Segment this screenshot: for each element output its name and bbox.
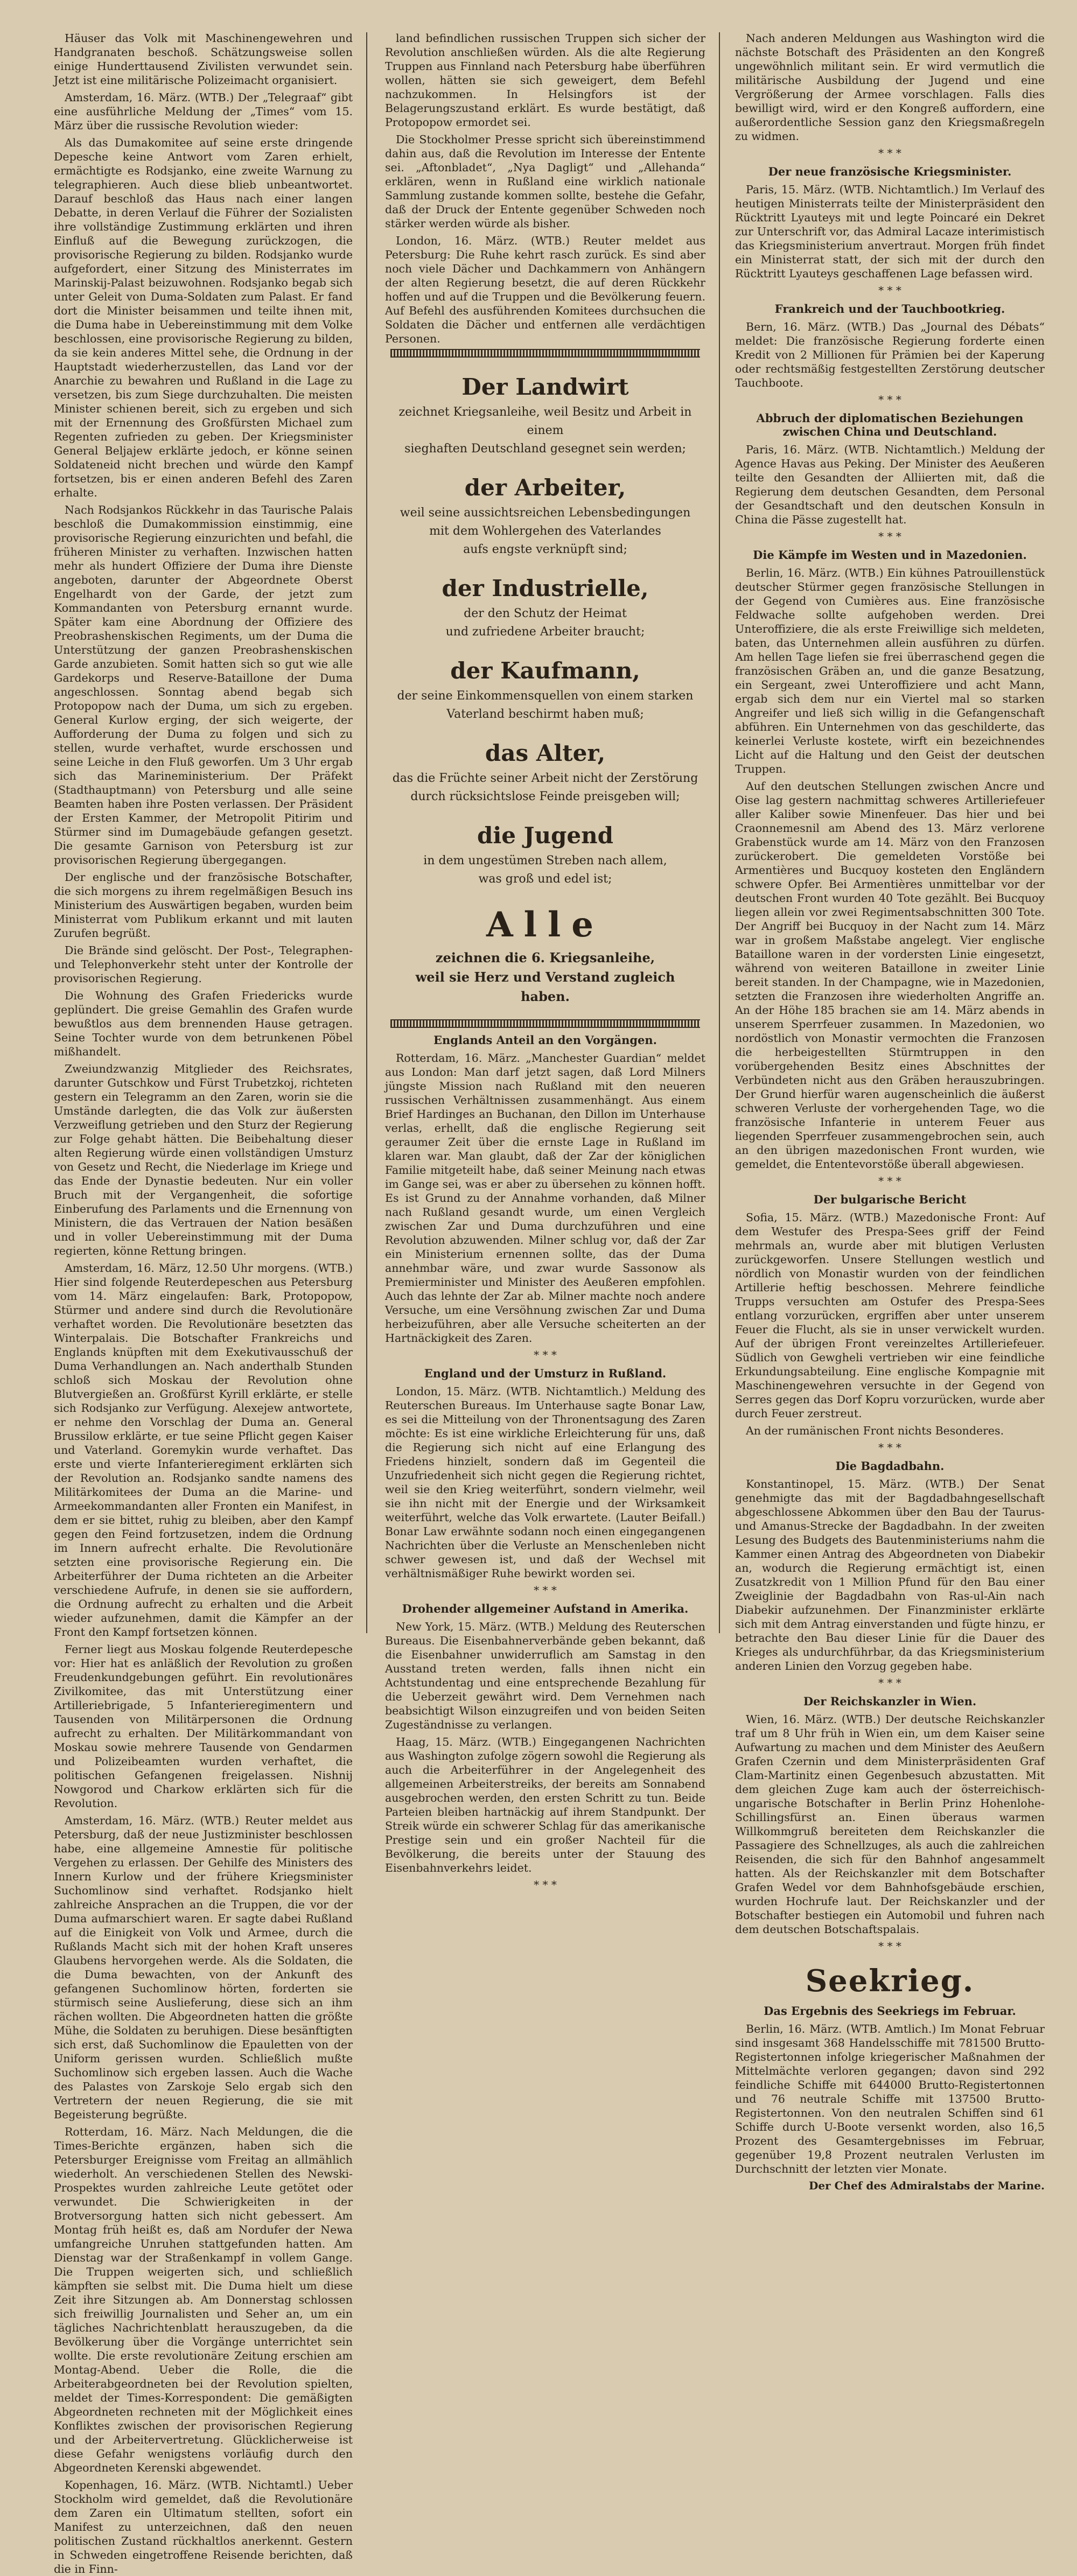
article-paragraph: London, 16. März. (WTB.) Reuter meldet aus Petersburg: Die Ruhe kehrt rasch zurück. Es sind aber noch viele Dächer und Dachkammern von Anhängern der alten Regierung besetzt, die auf deren Rückkehr hoffen und auf die Truppen und die Bevölkerung feuern. Auf Befehl des ausführenden Komitees durchsuchen die Soldaten die Dächer und entfernen alle verdächtigen Personen. [385,234,705,345]
ad-heading: das Alter, [485,740,606,766]
separator: * * * [878,1441,901,1454]
article-paragraph: Als das Dumakomitee auf seine erste dringende Depesche keine Antwort vom Zaren erhielt, ermächtigte es Rodsjanko, eine zweite Warnung zu telegraphieren. Auch diese blieb unbeantwortet. Darauf beschloß das Haus nach einer langen Debatte, in deren Verlauf die Führer der Sozialisten ihre vollständige Zustimmung erklärten und ihren Einfluß auf die Bewegung zurückzogen, die provisorische Regierung zu bilden. Rodsjanko wurde aufgefordert, einer Sitzung des Ministerrates im Marinskij-Palast beizuwohnen. Rodsjanko begab sich unter Geleit von Duma-Soldaten zum Palast. Er fand dort die Minister beisammen und teilte ihnen mit, die Duma habe in Uebereinstimmung mit dem Volke beschlossen, eine provisorische Regierung zu bilden, da sie kein anderes Mittel sehe, die Ordnung in der Hauptstadt wiederherzustellen, das Land vor der Anarchie zu bewahren und Rußland in die Lage zu versetzen, bis zum Siege durchzuhalten. Die meisten Minister schienen bereit, sich zu ergeben und sich mit der Ernennung des Großfürsten Michael zum Regenten zufrieden zu geben. Der Kriegsminister General Beljajew erklärte jedoch, er könne seinen Soldateneid nicht brechen und würde den Kampf fortsetzen, bis er einen anderen Befehl des Zaren erhalte. [54,136,353,499]
section-title: Seekrieg. [805,1963,975,1999]
signature: Der Chef des Admiralstabs der Marine. [809,2179,1045,2192]
middle-column [385,31,705,1891]
separator: * * * [878,1174,901,1187]
article-paragraph: An der rumänischen Front nichts Besonderes. [746,1424,1004,1437]
article-paragraph: Nach Rodsjankos Rückkehr in das Taurische Palais beschloß die Dumakommission einstimmig, eine provisorische Regierung einzurichten und befahl, die früheren Minister zu verhaften. Inzwischen hatten mehr als hundert Offiziere der Duma ihre Dienste angeboten, darunter der Abgeordnete Oberst Engelhardt von der Garde, der jetzt zum Kommandanten von Petersburg ernannt wurde. Später kam eine Abordnung der Offiziere des Preobrashenskischen Regiments, um der Duma die Unterstützung der ganzen Preobrashenskischen Garde anzubieten. Somit hatten sich so gut wie alle Gardekorps und Reserve-Bataillone der Duma angeschlossen. Sonntag abend begab sich Protopopow nach der Duma, um sich zu ergeben. General Kurlow erging, der sich weigerte, der Aufforderung der Duma zu folgen und sich zu stellen, wurde verhaftet, wurde erschossen und seine Leiche in den Fluß geworfen. Um 3 Uhr ergab sich das Marineministerium. Der Präfekt (Stadthauptmann) von Petersburg und alle seine Beamten haben ihre Posten verlassen. Der Präsident der Ersten Kammer, der Metropolit Pitirim und Stürmer sind im Dumagebäude gefangen gesetzt. Die gesamte Garnison von Petersburg ist zur provisorischen Regierung übergegangen. [54,503,353,866]
article-paragraph: Die Wohnung des Grafen Friedericks wurde geplündert. Die greise Gemahlin des Grafen wurde bewußtlos aus dem brennenden Hause getragen. Seine Tochter wurde von dem betrunkenen Pöbel mißhandelt. [54,989,353,1058]
article-title: Der neue französische Kriegsminister. [768,165,1012,178]
column-rule [719,32,720,1633]
separator: * * * [878,1676,901,1689]
article-paragraph: Kopenhagen, 16. März. (WTB. Nichtamtl.) Ueber Stockholm wird gemeldet, daß die Revolutionäre dem Zaren ein Ultimatum stellten, sofort ein Manifest zu unterzeichnen, daß den neuen politischen Zustand rückhaltlos anerkennt. Gestern in Schweden eingetroffene Reisende berichten, daß die in Finn- [54,2479,353,2575]
ad-final-word: Alle [486,905,604,945]
ad-line: mit dem Wohlergehen des Vaterlandes [429,524,661,538]
article-paragraph: Berlin, 16. März. (WTB. Amtlich.) Im Monat Februar sind insgesamt 368 Handelsschiffe mit 781500 Brutto-Registertonnen infolge kriegerischer Maßnahmen der Mittelmächte verloren gegangen; davon sind 292 feindliche Schiffe mit 644000 Brutto-Registertonnen und 76 neutrale Schiffe mit 137500 Brutto-Registertonnen. Von den neutralen Schiffen sind 61 Schiffe durch U-Boote versenkt worden, also 16,5 Prozent des Gesamtergebnisses im Februar, gegenüber 19,8 Prozent neutralen Verlusten im Durchschnitt der letzten vier Monate. [735,2022,1045,2175]
article-paragraph: Häuser das Volk mit Maschinengewehren und Handgranaten beschoß. Schätzungsweise sollen einige Hunderttausend Zivilisten verwundet sein. Jetzt ist eine militärische Polizeimacht organisiert. [54,32,353,87]
article-title: Der bulgarische Bericht [813,1193,967,1206]
ad-heading: die Jugend [477,822,614,849]
ad-line: aufs engste verknüpft sind; [463,543,627,556]
article-paragraph: Die Brände sind gelöscht. Der Post-, Telegraphen- und Telephonverkehr steht unter der Kontrolle der provisorischen Regierung. [54,944,353,985]
ad-line: Vaterland beschirmt haben muß; [446,708,644,721]
separator: * * * [878,284,901,297]
ad-line: der seine Einkommensquellen von einem starken [397,689,694,703]
article-paragraph: Wien, 16. März. (WTB.) Der deutsche Reichskanzler traf um 8 Uhr früh in Wien ein, um dem Kaiser seine Aufwartung zu machen und dem Minister des Aeußern Grafen Czernin und dem Ministerpräsidenten Graf Clam-Martinitz einen Gegenbesuch abzustatten. Mit dem gleichen Zuge kam auch der österreichisch-ungarische Botschafter in Berlin Prinz Hohenlohe-Schillingsfürst an. Einen überaus warmen Willkommgruß bereiteten dem Reichskanzler die Passagiere des Schnellzuges, als auch die zahlreichen Reisenden, die sich für den Bahnhof angesammelt hatten. Als der Reichskanzler mit dem Botschafter Grafen Wedel vor dem Bahnhofsgebäude erschien, wurden Hochrufe laut. Der Reichskanzler und der Botschafter bestiegen ein Automobil und fuhren nach dem deutschen Botschaftspalais. [735,1713,1045,1936]
article-paragraph: Sofia, 15. März. (WTB.) Mazedonische Front: Auf dem Westufer des Prespa-Sees griff der Feind mehrmals an, wurde aber mit blutigen Verlusten zurückgeworfen. Unsere Stellungen westlich und nördlich von Monastir wurden von der feindlichen Artillerie heftig beschossen. Mehrere feindliche Trupps versuchten am Ostufer des Prespa-Sees entlang vorzurücken, ergriffen aber unter unserem Feuer die Flucht, als sie in unser verwickelt wurden. Auf der übrigen Front vereinzeltes Artilleriefeuer. Südlich von Gewgheli vertrieben wir eine feindliche Erkundungsabteilung. Eine englische Kompagnie mit Maschinengewehren versuchte in der Gegend von Serres gegen das Dorf Kopru vorzurücken, wurde aber durch Feuer zerstreut. [735,1211,1045,1420]
article-paragraph: London, 15. März. (WTB. Nichtamtlich.) Meldung des Reuterschen Bureaus. Im Unterhause sagte Bonar Law, es sei die Mitteilung von der Thronentsagung des Zaren möchte: Es ist eine wirkliche Erleichterung für uns, daß die Regierung sich nicht auf eine Erlangung des Friedens hinzielt, sondern daß im Gegenteil die Unzufriedenheit sich nicht gegen die Regierung richtet, weil sie den Krieg weiterführt, sondern vielmehr, weil sie ihn nicht mit der Energie und der Wirksamkeit weiterführt, welche das Volk erwartete. (Lauter Beifall.) Bonar Law erwähnte sodann noch einen eingegangenen Nachrichten über die Verluste an Menschenleben nicht schwer gewesen ist, und daß der Wechsel mit verhältnismäßiger Ruhe bewirkt worden sei. [385,1385,705,1580]
article-paragraph: Haag, 15. März. (WTB.) Eingegangenen Nachrichten aus Washington zufolge zögern sowohl die Regierung als auch die Arbeiterführer in der Angelegenheit des allgemeinen Arbeiterstreiks, der bereits am Sonnabend ausgebrochen werden, den ersten Schritt zu tun. Beide Parteien bleiben hartnäckig auf ihrem Standpunkt. Der Streik würde ein schwerer Schlag für das amerikanische Prestige sein und ein großer Nachteil für die Bevölkerung, die bereits unter der Stauung des Eisenbahnverkehrs leidet. [385,1735,705,1874]
ad-heading: der Arbeiter, [464,474,626,501]
article-paragraph: Paris, 15. März. (WTB. Nichtamtlich.) Im Verlauf des heutigen Ministerrats teilte der Ministerpräsident den Rücktritt Lyauteys mit und legte Poincaré ein Dekret zur Unterschrift vor, das Admiral Lacaze interimistisch das Kriegsministerium anvertraut. Morgen früh findet ein Ministerrat statt, der sich mit der durch den Rücktritt Lyauteys geschaffenen Lage befassen wird. [735,183,1045,280]
article-paragraph: Amsterdam, 16. März. (WTB.) Reuter meldet aus Petersburg, daß der neue Justizminister beschlossen habe, eine allgemeine Amnestie für politische Vergehen zu erlassen. Der Gehilfe des Ministers des Innern Kurlow und der frühere Kriegsminister Suchomlinow sind verhaftet. Rodsjanko hielt zahlreiche Ansprachen an die Truppen, die vor der Duma aufmarschiert waren. Er sagte dabei Rußland auf die Einigkeit von Volk und Armee, durch die Rußlands Macht sich mit der hohen Kraft unseres Glaubens hervorgehen werde. Als die Soldaten, die die Duma bewachten, von der Ankunft des gefangenen Suchomlinow hörten, forderten sie stürmisch seine Auslieferung, diese sich an ihm rächen wollten. Die Abgeordneten hatten die größte Mühe, die Soldaten zu beruhigen. Diese besänftigten sich erst, daß Suchomlinow die Epauletten von der Uniform gerissen wurden. Schließlich mußte Suchomlinow sich ergeben lassen. Auch die Wache des Palastes von Zarskoje Selo ergab sich den Vertretern der neuen Regierung, die sie mit Begeisterung begrüßte. [54,1814,353,2121]
ad-line: durch rücksichtslose Feinde preisgeben will; [410,790,680,803]
ad-line: zeichnet Kriegsanleihe, weil Besitz und Arbeit in einem [398,405,692,437]
article-paragraph: Bern, 16. März. (WTB.) Das „Journal des Débats“ meldet: Die französische Regierung forderte einen Kredit von 2 Millionen für Prämien bei der Kaperung oder rechtsmäßig festgestellten Zerstörung deutscher Tauchboote. [735,320,1045,389]
article-paragraph: Ferner liegt aus Moskau folgende Reuterdepesche vor: Hier hat es anläßlich der Revolution zu großen Freudenkundgebungen geführt. Ein revolutionäres Zivilkomitee, das mit Unterstützung einer Artilleriebrigade, 5 Infanterieregimentern und Tausenden von Militärpersonen die Ordnung aufrecht zu erhalten. Der Militärkommandant von Moskau sowie mehrere Tausende von Gendarmen und Polizeibeamten wurden verhaftet, die politischen Gefangenen freigelassen. Nishnij Nowgorod und Charkow erklärten sich für die Revolution. [54,1643,353,1810]
article-paragraph: Der englische und der französische Botschafter, die sich morgens zu ihrem regelmäßigen Besuch ins Ministerium des Auswärtigen begaben, wurden beim Ministerrat vom Publikum erkannt und mit lauten Zurufen begrüßt. [54,871,353,940]
ad-line: das die Früchte seiner Arbeit nicht der Zerstörung [392,772,698,785]
article-paragraph: Rotterdam, 16. März. Nach Meldungen, die die Times-Berichte ergänzen, haben sich die Petersburger Ereignisse vom Freitag an allmählich wiederholt. An verschiedenen Stellen des Newski-Prospektes wurden zahlreiche Leute getötet oder verwundet. Die Schwierigkeiten in der Brotversorgung hatten sich nicht gebessert. Am Montag früh heißt es, daß am Nordufer der Newa umfangreiche Unruhen stattgefunden hatten. Am Dienstag war der Straßenkampf in vollem Gange. Die Truppen weigerten sich, und schließlich kämpften sie selbst mit. Die Duma hielt um diese Zeit ihre Sitzungen ab. Am Donnerstag schlossen sich freiwillig Journalisten und Seher an, um ein tägliches Nachrichtenblatt herauszugeben, da die Bevölkerung über die Vorgänge unterrichtet sein wollte. Die erste revolutionäre Zeitung erschien am Montag-Abend. Ueber die Rolle, die die Arbeiterabgeordneten bei der Revolution spielten, meldet der Times-Korrespondent: Die gemäßigten Abgeordneten rechneten mit der Möglichkeit eines Konfliktes zwischen der provisorischen Regierung und der Arbeitervertretung. Glücklicherweise ist diese Gefahr wenigstens vorläufig durch den Abgeordneten Kerenski abgewendet. [54,2125,353,2474]
article-title: Der Reichskanzler in Wien. [803,1695,977,1708]
article-paragraph: New York, 15. März. (WTB.) Meldung des Reuterschen Bureaus. Die Eisenbahnerverbände geben bekannt, daß die Eisenbahner unwiderruflich am Samstag in den Ausstand treten werden, falls ihnen nicht ein Achtstundentag und eine entsprechende Bezahlung für die Ueberzeit gewährt wird. Dem Vernehmen nach beabsichtigt Wilson einzugreifen und von beiden Seiten Zugeständnisse zu verlangen. [385,1620,705,1731]
separator: * * * [878,393,901,406]
article-title: Das Ergebnis des Seekriegs im Februar. [764,2004,1016,2018]
ad-final-line: weil sie Herz und Verstand zugleich haben. [415,969,675,1004]
column-rule [366,32,367,1633]
ad-line: weil seine aussichtsreichen Lebensbedingungen [400,506,691,520]
ad-line: und zufriedene Arbeiter braucht; [445,625,645,639]
article-paragraph: Nach anderen Meldungen aus Washington wird die nächste Botschaft des Präsidenten an den Kongreß ungewöhnlich militant sein. Er wird vermutlich die militärische Ausbildung der Jugend und eine Vergrößerung der Armee vorschlagen. Falls dies bewilligt wird, wird er den Kongreß auffordern, eine außerordentliche Session ganz den Kriegsmaßregeln zu widmen. [735,32,1045,143]
ad-border-top [390,349,700,358]
ad-heading: Der Landwirt [461,374,629,400]
article-paragraph: land befindlichen russischen Truppen sich sicher der Revolution anschließen würden. Als die alte Regierung Truppen aus Finnland nach Petersburg habe überführen wollen, hätten sie sich geweigert, dem Befehl nachzukommen. In Helsingfors ist der Belagerungszustand erklärt. Es wurde bestätigt, daß Protopopow ermordet sei. [385,32,705,129]
article-title: Abbruch der diplomatischen Beziehungen zwischen China und Deutschland. [756,411,1024,438]
ad-heading: der Industrielle, [442,575,649,601]
left-column [54,31,353,2575]
separator: * * * [534,1584,557,1597]
ad-line: der den Schutz der Heimat [464,607,627,620]
article-title: Die Bagdadbahn. [835,1459,945,1473]
article-paragraph: Die Stockholmer Presse spricht sich übereinstimmend dahin aus, daß die Revolution im Interesse der Entente sei. „Aftonbladet“, „Nya Dagligt“ und „Allehanda“ erklären, wenn in Rußland eine wirklich nationale Sammlung zustande kommen sollte, bestehe die Gefahr, daß der Druck der Entente gegenüber Schweden noch stärker werden würde als bisher. [385,133,705,230]
article-paragraph: Rotterdam, 16. März. „Manchester Guardian“ meldet aus London: Man darf jetzt sagen, daß Lord Milners jüngste Mission nach Rußland mit den neueren russischen Verhältnissen zusammenhängt. Aus einem Brief Hardinges an Buchanan, den Dillon im Unterhause verlas, erhellt, daß die englische Regierung seit geraumer Zeit über die ernste Lage in Rußland im klaren war. Man glaubt, daß der Zar der königlichen Familie mitgeteilt habe, daß seiner Meinung nach etwas im Gange sei, was er aber zu übersehen zu können hofft. Es ist Grund zu der Annahme vorhanden, daß Milner nach Rußland gesandt wurde, um einen Vergleich zwischen Zar und Duma durchzuführen und eine Revolution abzuwenden. Milner schlug vor, daß der Zar ein Ministerium ernennen sollte, das der Duma annehmbar wäre, und zwar wurde Sassonow als Premierminister und Minister des Aeußeren empfohlen. Auch das lehnte der Zar ab. Milner machte noch andere Versuche, um eine Versöhnung zwischen Zar und Duma herbeizuführen, aber alle Versuche scheiterten an der Hartnäckigkeit des Zaren. [385,1052,705,1345]
war-bond-advertisement [385,374,705,1006]
article-paragraph: Paris, 16. März. (WTB. Nichtamtlich.) Meldung der Agence Havas aus Peking. Der Minister des Aeußeren teilte den Gesandten der Alliierten mit, daß die Regierung dem deutschen Gesandten, dem Personal der Gesandtschaft und den deutschen Konsuln in China die Pässe zugestellt hat. [735,443,1045,526]
article-title: Frankreich und der Tauchbootkrieg. [774,302,1005,316]
separator: * * * [878,146,901,159]
ad-heading: der Kaufmann, [450,657,640,684]
ad-final-line: zeichnen die 6. Kriegsanleihe, [435,950,655,965]
right-column [735,31,1045,2192]
article-paragraph: Auf den deutschen Stellungen zwischen Ancre und Oise lag gestern nachmittag schweres Artilleriefeuer aller Kaliber sowie Minenfeuer. Das hier und bei Craonnemesnil am Abend des 13. März verlorene Grabenstück wurde am 14. März von den Franzosen zurückerobert. Die gemeldeten Vorstöße bei Armentières und Bucquoy kosteten den Engländern schwere Opfer. Bei Armentières unmittelbar vor der deutschen Front wurden 40 Tote gezählt. Bei Bucquoy liegen allein vor zwei Regimentsabschnitten 300 Tote. Der Angriff bei Bucquoy in der Nacht zum 14. März war in großem Maßstabe angelegt. Vier englische Bataillone waren in der vordersten Linie eingesetzt, während von weiteren Bataillone in zweiter Linie bereit standen. In der Champagne, wie in Mazedonien, setzten die Franzosen ihre wiederholten Angriffe an. An der Höhe 185 brachen sie am 14. März abends in unserem Sperrfeuer zusammen. In Mazedonien, wo nordöstlich von Monastir vermochten die Franzosen die herbeigestellten Stürmtruppen in den vorübergehenden Besitz eines Abschnittes der Verbündeten nicht aus den Gräben herauszubringen. Der Grund hierfür waren augenscheinlich die äußerst schweren Verluste der vorhergehenden Tage, wo die französische Infanterie in unterem Feuer aus liegenden Sperrfeuer zusammengebrochen sein, auch an den übrigen mazedonischen Front wurden, wie gemeldet, die Ententevorstöße überall abgewiesen. [735,780,1045,1171]
article-paragraph: Konstantinopel, 15. März. (WTB.) Der Senat genehmigte das mit der Bagdadbahngesellschaft abgeschlossene Abkommen über den Bau der Taurus- und Amanus-Strecke der Bagdadbahn. In der zweiten Lesung des Budgets des Bautenministeriums nahm die Kammer einen Antrag des Abgeordneten von Diabekir an, wodurch die Regierung ermächtigt ist, einen Zusatzkredit von 1 Million Pfund für den Bau einer Zweiglinie der Bagdadbahn von Ras-ul-Ain nach Diabekir aufzunehmen. Der Finanzminister erklärte sich mit dem Antrag einverstanden und fügte hinzu, er betrachte den Bau dieser Linie für die Dauer des Krieges als undurchführbar, da das Kriegsministerium anderen Linien den Vorzug gegeben habe. [735,1478,1045,1672]
article-paragraph: Zweiundzwanzig Mitglieder des Reichsrates, darunter Gutschkow und Fürst Trubetzkoj, richteten gestern ein Telegramm an den Zaren, worin sie die Umstände darlegten, die das Volk zur äußersten Verzweiflung getrieben und den Sturz der Regierung zur Folge gehabt hätten. Die Beibehaltung dieser alten Regierung würde einen vollständigen Umsturz von Gesetz und Recht, die Niederlage im Kriege und das Ende der Dynastie bedeuten. Nur ein voller Bruch mit der Vergangenheit, die sofortige Einberufung des Parlaments und die Ernennung von Ministern, die das Vertrauen der Nation besäßen und in voller Uebereinstimmung mit der Duma regierten, könne Rettung bringen. [54,1062,353,1257]
separator: * * * [878,530,901,543]
article-paragraph: Amsterdam, 16. März. (WTB.) Der „Telegraaf“ gibt eine ausführliche Meldung der „Times“ vom 15. März über die russische Revolution wieder: [54,91,353,132]
ad-line: was groß und edel ist; [478,872,612,886]
article-title: Die Kämpfe im Westen und in Mazedonien. [753,548,1027,562]
article-title: Drohender allgemeiner Aufstand in Amerika. [402,1602,689,1615]
article-title: England und der Umsturz in Rußland. [424,1367,667,1380]
separator: * * * [878,1940,901,1952]
article-paragraph: Amsterdam, 16. März, 12.50 Uhr morgens. (WTB.) Hier sind folgende Reuterdepeschen aus Petersburg vom 14. März eingelaufen: Bark, Protopopow, Stürmer und andere sind durch die Revolutionäre verhaftet worden. Die Revolutionäre besetzten das Winterpalais. Die Botschafter Frankreichs und Englands knüpften mit dem Exekutivausschuß der Duma Verhandlungen an. Nach anderthalb Stunden schloß sich Moskau der Revolution ohne Blutvergießen an. Großfürst Kyrill erklärte, er stelle sich Rodsjanko zur Verfügung. Alexejew antwortete, er nehme den Vorschlag der Duma an. General Brussilow erklärte, er tue seine Pflicht gegen Kaiser und Vaterland. Goremykin wurde verhaftet. Das erste und vierte Infanterieregiment erklärten sich der Revolution an. Rodsjanko sandte namens des Militärkomitees der Duma an die Marine- und Armeekommandanten aller Fronten ein Manifest, in dem er sie bittet, ruhig zu bleiben, aber den Kampf gegen den Feind fortzusetzen, indem die Ordnung im Innern aufrecht erhalte. Die Revolutionäre setzten eine provisorische Regierung ein. Die Arbeiterführer der Duma richteten an die Arbeiter verschiedene Aufrufe, in denen sie sie auffordern, die Ordnung aufrecht zu erhalten und die Arbeit wieder aufzunehmen, damit die Kämpfer an der Front den Kampf fortsetzen können. [54,1262,353,1639]
article-title: Englands Anteil an den Vorgängen. [433,1033,657,1047]
separator: * * * [534,1878,557,1891]
ad-line: in dem ungestümen Streben nach allem, [423,854,667,867]
ad-line: sieghaften Deutschland gesegnet sein werden; [404,442,686,456]
article-paragraph: Berlin, 16. März. (WTB.) Ein kühnes Patrouillenstück deutscher Stürmer gegen französische Stellungen in der Gegend von Cumières aus. Eine französische Feldwache sollte aufgehoben werden. Drei Unteroffiziere, die als erste Freiwillige sich meldeten, baten, das Unternehmen allein ausführen zu dürfen. Am hellen Tage liefen sie frei überraschend gegen die französischen Gräben an, und die ganze Besatzung, ein Sergeant, zwei Unteroffiziere und acht Mann, ergab sich dem nur ein Viertel mal so starken Angreifer und ließ sich willig in die Gefangenschaft abführen. Ein Unternehmen von das geschilderte, das keinerlei Verluste kostete, wirft ein bezeichnendes Licht auf die Haltung und den Geist der deutschen Truppen. [735,566,1045,775]
separator: * * * [534,1348,557,1361]
ad-border-bottom [390,1019,700,1028]
